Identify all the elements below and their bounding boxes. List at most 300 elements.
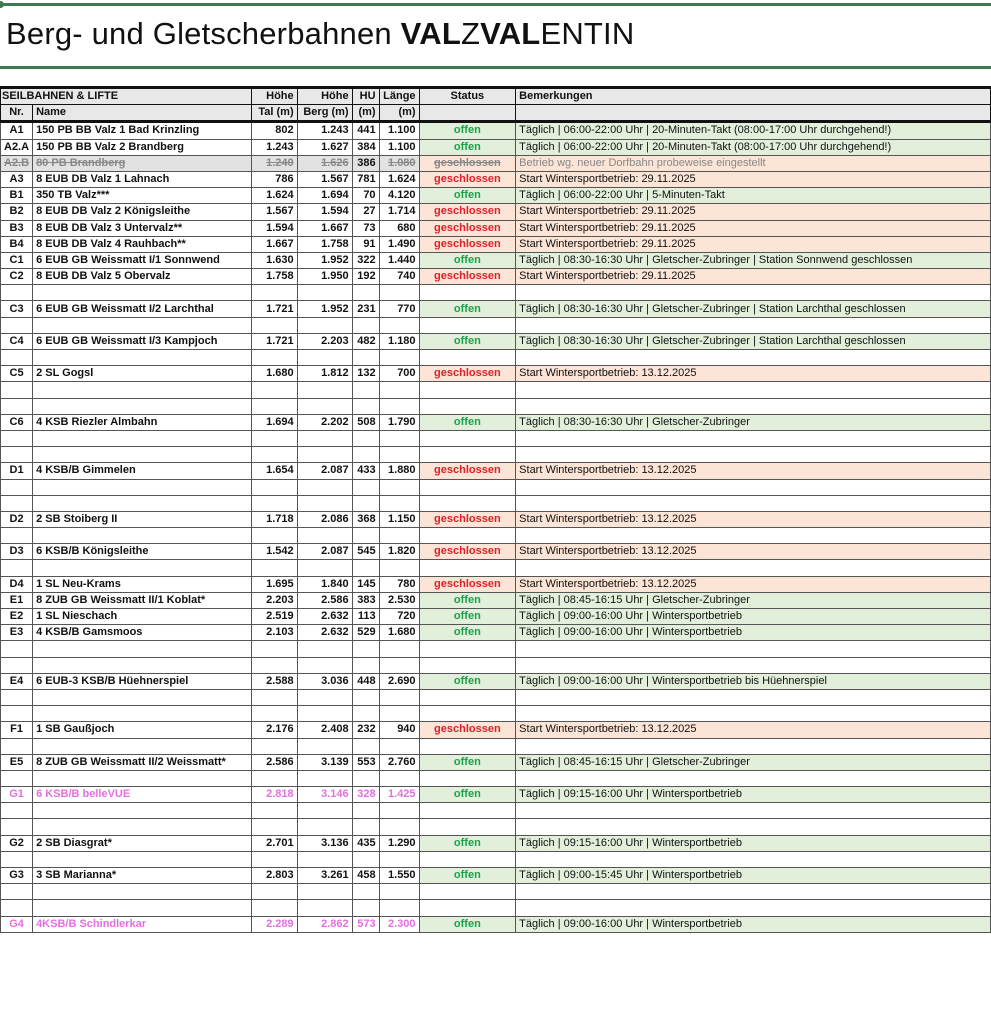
col-header-nr: Nr. bbox=[1, 105, 33, 122]
empty-cell bbox=[1, 398, 33, 414]
empty-cell bbox=[379, 657, 419, 673]
empty-cell bbox=[297, 884, 352, 900]
valley-altitude: 2.176 bbox=[251, 722, 297, 738]
empty-cell bbox=[379, 398, 419, 414]
lift-name: 4 KSB/B Gimmelen bbox=[33, 463, 252, 479]
valley-altitude: 1.694 bbox=[251, 414, 297, 430]
height-difference: 73 bbox=[352, 220, 379, 236]
table-row bbox=[1, 576, 991, 592]
empty-cell bbox=[419, 900, 516, 916]
empty-cell bbox=[251, 430, 297, 446]
empty-cell bbox=[251, 479, 297, 495]
lift-number: D2 bbox=[1, 511, 33, 527]
empty-cell bbox=[516, 851, 991, 867]
remark: Täglich | 09:00-16:00 Uhr | Wintersportbetrieb bbox=[516, 625, 991, 641]
table-row bbox=[1, 333, 991, 349]
lift-length: 720 bbox=[379, 609, 419, 625]
empty-cell bbox=[33, 851, 252, 867]
status-badge: geschlossen bbox=[419, 269, 516, 285]
empty-cell bbox=[33, 641, 252, 657]
lift-length: 1.180 bbox=[379, 333, 419, 349]
summit-altitude: 1.758 bbox=[297, 236, 352, 252]
lift-length: 1.880 bbox=[379, 463, 419, 479]
empty-cell bbox=[1, 528, 33, 544]
empty-cell bbox=[419, 398, 516, 414]
summit-altitude: 2.087 bbox=[297, 544, 352, 560]
lift-number: D1 bbox=[1, 463, 33, 479]
lift-number: E3 bbox=[1, 625, 33, 641]
lift-name: 6 EUB GB Weissmatt I/2 Larchthal bbox=[33, 301, 252, 317]
empty-cell bbox=[251, 884, 297, 900]
empty-cell bbox=[419, 738, 516, 754]
status-badge: offen bbox=[419, 609, 516, 625]
empty-cell bbox=[419, 884, 516, 900]
brand-part: ENTIN bbox=[540, 16, 635, 51]
empty-cell bbox=[1, 495, 33, 511]
status-badge: geschlossen bbox=[419, 236, 516, 252]
lift-name: 4 KSB Riezler Almbahn bbox=[33, 414, 252, 430]
lift-name: 2 SB Diasgrat* bbox=[33, 835, 252, 851]
status-badge: geschlossen bbox=[419, 220, 516, 236]
lift-number: E5 bbox=[1, 754, 33, 770]
lift-length: 4.120 bbox=[379, 188, 419, 204]
lift-name: 6 KSB/B belleVUE bbox=[33, 787, 252, 803]
valley-altitude: 2.803 bbox=[251, 868, 297, 884]
empty-cell bbox=[1, 285, 33, 301]
summit-altitude: 2.408 bbox=[297, 722, 352, 738]
lift-length: 680 bbox=[379, 220, 419, 236]
empty-cell bbox=[516, 350, 991, 366]
empty-cell bbox=[33, 350, 252, 366]
empty-row bbox=[1, 641, 991, 657]
table-row bbox=[1, 592, 991, 608]
lift-length: 1.440 bbox=[379, 252, 419, 268]
empty-cell bbox=[1, 851, 33, 867]
empty-cell bbox=[379, 317, 419, 333]
empty-cell bbox=[352, 447, 379, 463]
col-header-status: Status bbox=[419, 88, 516, 105]
table-row bbox=[1, 122, 991, 139]
empty-cell bbox=[516, 900, 991, 916]
col-header-hu: HU bbox=[352, 88, 379, 105]
status-badge: geschlossen bbox=[419, 722, 516, 738]
height-difference: 27 bbox=[352, 204, 379, 220]
table-body bbox=[1, 122, 991, 932]
summit-altitude: 3.139 bbox=[297, 754, 352, 770]
empty-cell bbox=[379, 479, 419, 495]
empty-cell bbox=[379, 770, 419, 786]
empty-cell bbox=[1, 900, 33, 916]
lift-length: 1.080 bbox=[379, 155, 419, 171]
empty-cell bbox=[1, 447, 33, 463]
empty-cell bbox=[297, 738, 352, 754]
height-difference: 386 bbox=[352, 155, 379, 171]
valley-altitude: 2.103 bbox=[251, 625, 297, 641]
table-row bbox=[1, 916, 991, 932]
header-row-units bbox=[1, 105, 991, 122]
header-row bbox=[1, 88, 991, 105]
summit-altitude: 1.243 bbox=[297, 122, 352, 139]
empty-cell bbox=[352, 495, 379, 511]
lift-number: E1 bbox=[1, 592, 33, 608]
lift-number: E4 bbox=[1, 673, 33, 689]
status-badge: geschlossen bbox=[419, 511, 516, 527]
empty-cell bbox=[379, 350, 419, 366]
title-prefix: Berg- und Gletscherbahnen bbox=[6, 16, 401, 51]
unit-remarks bbox=[516, 105, 991, 122]
summit-altitude: 2.862 bbox=[297, 916, 352, 932]
empty-cell bbox=[352, 528, 379, 544]
empty-cell bbox=[297, 900, 352, 916]
empty-cell bbox=[352, 851, 379, 867]
summit-altitude: 2.632 bbox=[297, 609, 352, 625]
summit-altitude: 1.694 bbox=[297, 188, 352, 204]
remark: Täglich | 06:00-22:00 Uhr | 20-Minuten-Takt (08:00-17:00 Uhr durchgehend!) bbox=[516, 139, 991, 155]
empty-cell bbox=[379, 528, 419, 544]
empty-cell bbox=[379, 447, 419, 463]
empty-cell bbox=[1, 770, 33, 786]
status-badge: offen bbox=[419, 139, 516, 155]
empty-cell bbox=[1, 350, 33, 366]
empty-cell bbox=[251, 738, 297, 754]
valley-altitude: 1.624 bbox=[251, 188, 297, 204]
status-badge: geschlossen bbox=[419, 576, 516, 592]
valley-altitude: 1.758 bbox=[251, 269, 297, 285]
lift-number: F1 bbox=[1, 722, 33, 738]
table-row bbox=[1, 236, 991, 252]
empty-cell bbox=[419, 851, 516, 867]
valley-altitude: 1.718 bbox=[251, 511, 297, 527]
table-row bbox=[1, 673, 991, 689]
empty-cell bbox=[516, 317, 991, 333]
valley-altitude: 1.654 bbox=[251, 463, 297, 479]
height-difference: 383 bbox=[352, 592, 379, 608]
summit-altitude: 1.840 bbox=[297, 576, 352, 592]
unit-tal: Tal (m) bbox=[251, 105, 297, 122]
lift-name: 8 ZUB GB Weissmatt II/2 Weissmatt* bbox=[33, 754, 252, 770]
valley-altitude: 802 bbox=[251, 122, 297, 139]
empty-cell bbox=[33, 770, 252, 786]
lift-name: 6 EUB GB Weissmatt I/3 Kampjoch bbox=[33, 333, 252, 349]
empty-cell bbox=[352, 479, 379, 495]
empty-cell bbox=[251, 528, 297, 544]
empty-cell bbox=[352, 560, 379, 576]
empty-row bbox=[1, 382, 991, 398]
empty-cell bbox=[419, 819, 516, 835]
empty-cell bbox=[1, 819, 33, 835]
empty-cell bbox=[297, 706, 352, 722]
lift-name: 1 SL Nieschach bbox=[33, 609, 252, 625]
empty-cell bbox=[516, 819, 991, 835]
empty-cell bbox=[297, 447, 352, 463]
summit-altitude: 1.952 bbox=[297, 252, 352, 268]
status-badge: offen bbox=[419, 868, 516, 884]
empty-cell bbox=[33, 706, 252, 722]
remark: Täglich | 08:45-16:15 Uhr | Gletscher-Zubringer bbox=[516, 592, 991, 608]
height-difference: 328 bbox=[352, 787, 379, 803]
empty-row bbox=[1, 819, 991, 835]
remark: Start Wintersportbetrieb: 13.12.2025 bbox=[516, 722, 991, 738]
empty-cell bbox=[251, 706, 297, 722]
lift-length: 1.490 bbox=[379, 236, 419, 252]
empty-cell bbox=[419, 447, 516, 463]
table-row bbox=[1, 868, 991, 884]
empty-row bbox=[1, 900, 991, 916]
empty-cell bbox=[1, 641, 33, 657]
remark: Betrieb wg. neuer Dorfbahn probeweise eingestellt bbox=[516, 155, 991, 171]
lift-name: 8 ZUB GB Weissmatt II/1 Koblat* bbox=[33, 592, 252, 608]
unit-laenge: (m) bbox=[379, 105, 419, 122]
empty-cell bbox=[516, 382, 991, 398]
brand-part: VAL bbox=[480, 16, 541, 51]
valley-altitude: 2.203 bbox=[251, 592, 297, 608]
empty-cell bbox=[516, 770, 991, 786]
status-badge: offen bbox=[419, 835, 516, 851]
remark: Täglich | 06:00-22:00 Uhr | 5-Minuten-Takt bbox=[516, 188, 991, 204]
empty-cell bbox=[251, 382, 297, 398]
empty-cell bbox=[419, 285, 516, 301]
table-row bbox=[1, 139, 991, 155]
table-row bbox=[1, 414, 991, 430]
empty-cell bbox=[33, 382, 252, 398]
table-row bbox=[1, 252, 991, 268]
empty-row bbox=[1, 738, 991, 754]
empty-cell bbox=[297, 657, 352, 673]
empty-cell bbox=[33, 884, 252, 900]
height-difference: 553 bbox=[352, 754, 379, 770]
remark: Start Wintersportbetrieb: 13.12.2025 bbox=[516, 366, 991, 382]
summit-altitude: 2.203 bbox=[297, 333, 352, 349]
valley-altitude: 1.667 bbox=[251, 236, 297, 252]
empty-cell bbox=[297, 495, 352, 511]
empty-cell bbox=[297, 689, 352, 705]
remark: Täglich | 09:00-16:00 Uhr | Wintersportbetrieb bbox=[516, 609, 991, 625]
empty-cell bbox=[33, 317, 252, 333]
empty-cell bbox=[352, 657, 379, 673]
empty-cell bbox=[251, 819, 297, 835]
empty-cell bbox=[352, 706, 379, 722]
valley-altitude: 2.818 bbox=[251, 787, 297, 803]
empty-cell bbox=[33, 738, 252, 754]
status-badge: offen bbox=[419, 592, 516, 608]
status-badge: geschlossen bbox=[419, 544, 516, 560]
table-row bbox=[1, 188, 991, 204]
empty-cell bbox=[1, 706, 33, 722]
empty-row bbox=[1, 657, 991, 673]
status-badge: geschlossen bbox=[419, 171, 516, 187]
empty-cell bbox=[419, 657, 516, 673]
lift-length: 2.760 bbox=[379, 754, 419, 770]
empty-cell bbox=[33, 479, 252, 495]
empty-cell bbox=[1, 738, 33, 754]
col-header-name: Name bbox=[33, 105, 252, 122]
empty-cell bbox=[251, 350, 297, 366]
lift-number: A3 bbox=[1, 171, 33, 187]
summit-altitude: 1.812 bbox=[297, 366, 352, 382]
empty-cell bbox=[251, 560, 297, 576]
empty-cell bbox=[33, 689, 252, 705]
empty-cell bbox=[251, 495, 297, 511]
empty-cell bbox=[1, 479, 33, 495]
empty-cell bbox=[297, 641, 352, 657]
col-header-tal: Höhe bbox=[251, 88, 297, 105]
empty-cell bbox=[297, 285, 352, 301]
empty-cell bbox=[33, 285, 252, 301]
valley-altitude: 1.243 bbox=[251, 139, 297, 155]
header-accent-line-bottom bbox=[0, 66, 991, 69]
empty-cell bbox=[33, 657, 252, 673]
empty-cell bbox=[297, 317, 352, 333]
lift-name: 6 EUB GB Weissmatt I/1 Sonnwend bbox=[33, 252, 252, 268]
summit-altitude: 2.586 bbox=[297, 592, 352, 608]
table-row bbox=[1, 269, 991, 285]
lift-length: 1.100 bbox=[379, 139, 419, 155]
summit-altitude: 2.632 bbox=[297, 625, 352, 641]
lift-length: 780 bbox=[379, 576, 419, 592]
summit-altitude: 1.952 bbox=[297, 301, 352, 317]
table-row bbox=[1, 366, 991, 382]
empty-cell bbox=[352, 900, 379, 916]
remark: Täglich | 08:30-16:30 Uhr | Gletscher-Zubringer | Station Larchthal geschlossen bbox=[516, 301, 991, 317]
empty-cell bbox=[251, 803, 297, 819]
table-row bbox=[1, 511, 991, 527]
empty-cell bbox=[33, 398, 252, 414]
table-row bbox=[1, 609, 991, 625]
lift-length: 1.714 bbox=[379, 204, 419, 220]
height-difference: 232 bbox=[352, 722, 379, 738]
lift-length: 1.790 bbox=[379, 414, 419, 430]
table-row bbox=[1, 463, 991, 479]
empty-row bbox=[1, 495, 991, 511]
empty-cell bbox=[379, 900, 419, 916]
height-difference: 573 bbox=[352, 916, 379, 932]
lift-number: C3 bbox=[1, 301, 33, 317]
empty-cell bbox=[33, 819, 252, 835]
summit-altitude: 1.567 bbox=[297, 171, 352, 187]
status-badge: geschlossen bbox=[419, 366, 516, 382]
empty-cell bbox=[419, 528, 516, 544]
empty-cell bbox=[251, 770, 297, 786]
empty-cell bbox=[379, 851, 419, 867]
status-badge: offen bbox=[419, 414, 516, 430]
table-row bbox=[1, 835, 991, 851]
empty-cell bbox=[516, 560, 991, 576]
empty-cell bbox=[352, 382, 379, 398]
lift-length: 1.425 bbox=[379, 787, 419, 803]
status-badge: offen bbox=[419, 333, 516, 349]
empty-cell bbox=[419, 382, 516, 398]
empty-row bbox=[1, 803, 991, 819]
empty-cell bbox=[297, 851, 352, 867]
summit-altitude: 3.261 bbox=[297, 868, 352, 884]
lift-number: A2.B bbox=[1, 155, 33, 171]
height-difference: 508 bbox=[352, 414, 379, 430]
empty-cell bbox=[1, 803, 33, 819]
brand-part: VAL bbox=[400, 16, 461, 51]
lift-length: 1.680 bbox=[379, 625, 419, 641]
lift-number: G2 bbox=[1, 835, 33, 851]
lift-name: 3 SB Marianna* bbox=[33, 868, 252, 884]
empty-cell bbox=[33, 560, 252, 576]
status-badge: offen bbox=[419, 625, 516, 641]
empty-cell bbox=[352, 770, 379, 786]
lift-name: 80 PB Brandberg bbox=[33, 155, 252, 171]
lift-length: 2.530 bbox=[379, 592, 419, 608]
valley-altitude: 1.680 bbox=[251, 366, 297, 382]
empty-row bbox=[1, 706, 991, 722]
empty-cell bbox=[419, 560, 516, 576]
table-row bbox=[1, 171, 991, 187]
empty-cell bbox=[251, 447, 297, 463]
lift-number: B2 bbox=[1, 204, 33, 220]
empty-cell bbox=[297, 398, 352, 414]
empty-cell bbox=[379, 689, 419, 705]
valley-altitude: 2.701 bbox=[251, 835, 297, 851]
height-difference: 482 bbox=[352, 333, 379, 349]
table-row bbox=[1, 544, 991, 560]
empty-cell bbox=[419, 317, 516, 333]
empty-cell bbox=[1, 689, 33, 705]
empty-cell bbox=[297, 819, 352, 835]
empty-cell bbox=[379, 641, 419, 657]
lift-number: G3 bbox=[1, 868, 33, 884]
remark: Start Wintersportbetrieb: 29.11.2025 bbox=[516, 236, 991, 252]
lift-length: 1.820 bbox=[379, 544, 419, 560]
empty-cell bbox=[251, 657, 297, 673]
empty-cell bbox=[352, 803, 379, 819]
brand-part: Z bbox=[460, 16, 481, 51]
height-difference: 132 bbox=[352, 366, 379, 382]
empty-cell bbox=[379, 706, 419, 722]
empty-cell bbox=[379, 285, 419, 301]
status-badge: geschlossen bbox=[419, 463, 516, 479]
empty-row bbox=[1, 884, 991, 900]
empty-cell bbox=[352, 641, 379, 657]
empty-cell bbox=[516, 641, 991, 657]
lift-length: 1.290 bbox=[379, 835, 419, 851]
empty-cell bbox=[1, 884, 33, 900]
lift-name: 8 EUB DB Valz 4 Rauhbach** bbox=[33, 236, 252, 252]
lift-name: 1 SB Gaußjoch bbox=[33, 722, 252, 738]
empty-cell bbox=[352, 430, 379, 446]
summit-altitude: 2.087 bbox=[297, 463, 352, 479]
remark: Täglich | 08:30-16:30 Uhr | Gletscher-Zubringer | Station Sonnwend geschlossen bbox=[516, 252, 991, 268]
summit-altitude: 1.627 bbox=[297, 139, 352, 155]
table-row bbox=[1, 722, 991, 738]
table-row bbox=[1, 787, 991, 803]
lift-length: 1.100 bbox=[379, 122, 419, 139]
empty-row bbox=[1, 285, 991, 301]
summit-altitude: 3.136 bbox=[297, 835, 352, 851]
empty-cell bbox=[419, 706, 516, 722]
empty-cell bbox=[251, 851, 297, 867]
empty-row bbox=[1, 689, 991, 705]
lift-name: 350 TB Valz*** bbox=[33, 188, 252, 204]
empty-cell bbox=[516, 738, 991, 754]
lift-name: 4KSB/B Schindlerkar bbox=[33, 916, 252, 932]
lift-number: A1 bbox=[1, 122, 33, 139]
status-badge: offen bbox=[419, 188, 516, 204]
empty-cell bbox=[251, 900, 297, 916]
table-row bbox=[1, 204, 991, 220]
empty-cell bbox=[379, 495, 419, 511]
height-difference: 113 bbox=[352, 609, 379, 625]
height-difference: 368 bbox=[352, 511, 379, 527]
empty-cell bbox=[419, 641, 516, 657]
remark: Start Wintersportbetrieb: 13.12.2025 bbox=[516, 463, 991, 479]
valley-altitude: 2.289 bbox=[251, 916, 297, 932]
empty-cell bbox=[516, 528, 991, 544]
